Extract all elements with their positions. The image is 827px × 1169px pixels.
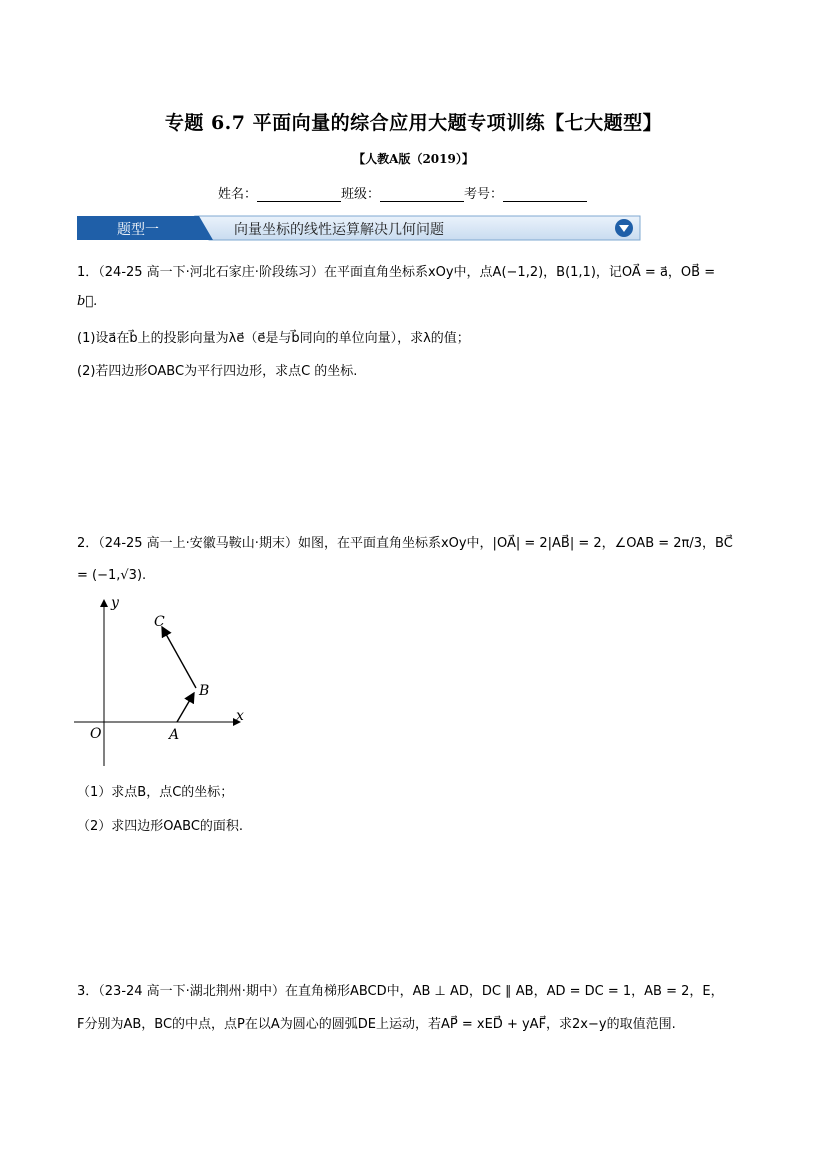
point-a-label: A <box>169 727 180 743</box>
question-2-part-1: （1）求点B，点C的坐标； <box>77 785 234 800</box>
page-subtitle: 【人教A版（2019）】 <box>353 152 474 166</box>
y-axis-label: y <box>111 595 119 611</box>
vector-ab <box>177 693 194 722</box>
class-label: 班级： <box>341 187 381 202</box>
question-2-part-2: （2）求四边形OABC的面积. <box>77 819 244 834</box>
vector-bc <box>162 627 196 688</box>
page-title: 专题 6.7 平面向量的综合应用大题专项训练【七大题型】 <box>164 112 663 134</box>
question-3-stem-cont: F分别为AB，BC的中点，点P在以A为圆心的圆弧DE上运动，若AP⃗ = xED⃗ + yAF⃗，求2x−y的取值范围. <box>77 1017 676 1032</box>
section-banner <box>77 214 642 242</box>
id-blank[interactable] <box>503 187 587 202</box>
origin-label: O <box>90 726 102 742</box>
class-blank[interactable] <box>380 187 464 202</box>
question-1-stem-cont: b⃗. <box>77 294 98 309</box>
question-2-stem: 2．（24-25 高一上·安徽马鞍山·期末）如图，在平面直角坐标系xOy中，|OA⃗| = 2|AB⃗| = 2，∠OAB = 2π/3，BC⃗ <box>77 536 733 551</box>
question-1-stem: 1．（24-25 高一下·河北石家庄·阶段练习）在平面直角坐标系xOy中，点A(−1,2)，B(1,1)，记OA⃗ = a⃗，OB⃗ = <box>77 265 716 280</box>
point-b-label: B <box>199 683 210 699</box>
name-blank[interactable] <box>257 187 341 202</box>
x-axis-label: x <box>236 708 244 724</box>
question-2-figure <box>74 592 254 772</box>
name-label: 姓名： <box>218 187 258 202</box>
question-1-part-1: (1)设a⃗在b⃗上的投影向量为λe⃗（e⃗是与b⃗同向的单位向量），求λ的值； <box>77 331 470 346</box>
student-info-row <box>218 183 587 202</box>
section-heading: 向量坐标的线性运算解决几何问题 <box>234 222 444 238</box>
question-2-stem-cont: = (−1,√3). <box>77 568 147 583</box>
question-1-part-2: (2)若四边形OABC为平行四边形，求点C 的坐标. <box>77 364 358 379</box>
section-tag: 题型一 <box>117 222 159 238</box>
point-c-label: C <box>154 614 165 630</box>
question-3-stem: 3．（23-24 高一下·湖北荆州·期中）在直角梯形ABCD中，AB ⊥ AD，DC ∥ AB，AD = DC = 1，AB = 2，E， <box>77 984 724 999</box>
id-label: 考号： <box>464 187 504 202</box>
